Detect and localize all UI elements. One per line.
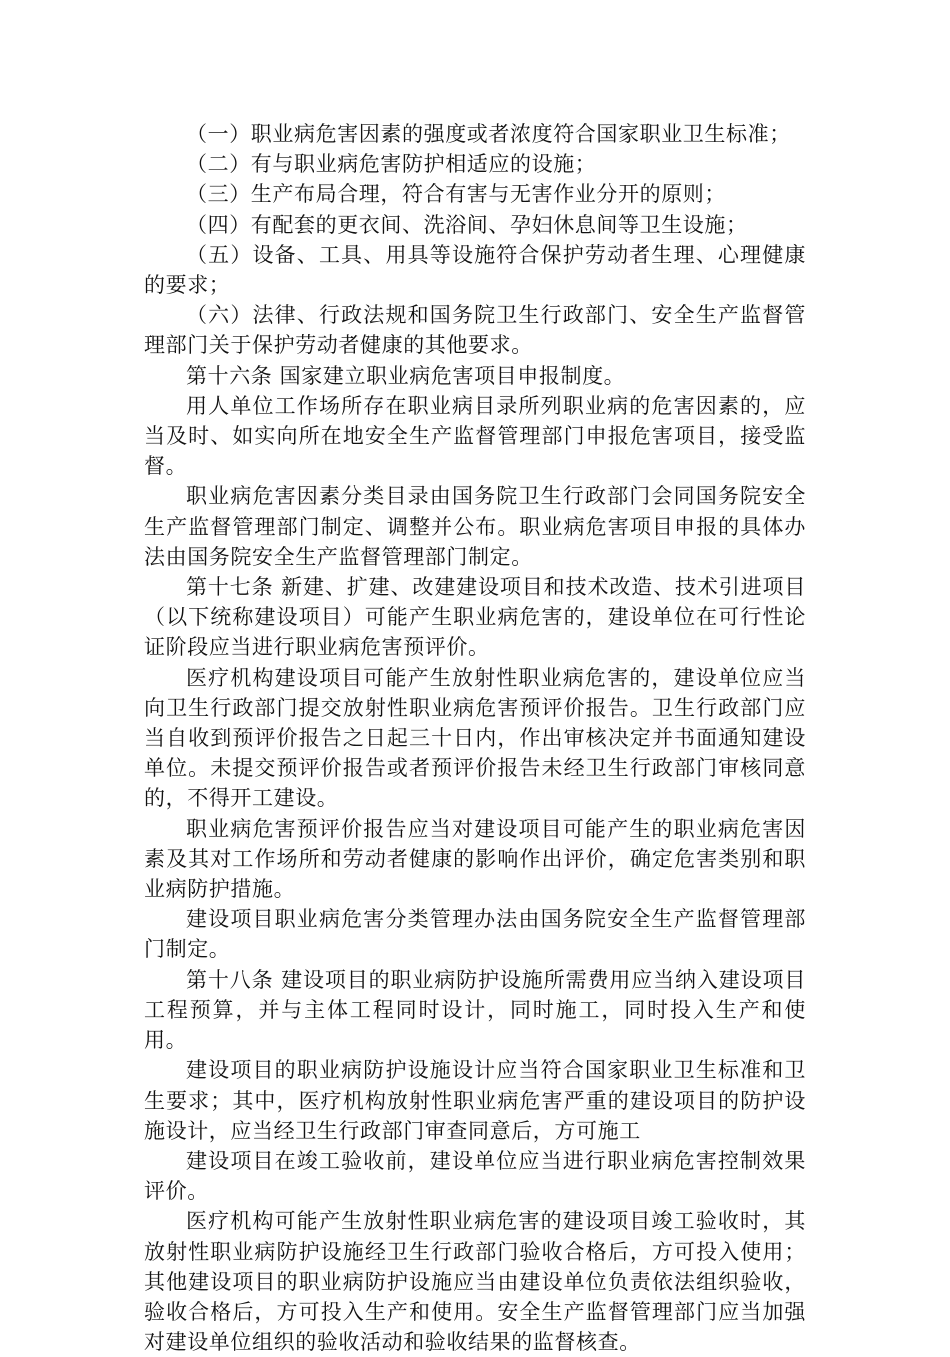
article-18-paragraph-2: 建设项目在竣工验收前，建设单位应当进行职业病危害控制效果评价。 <box>144 1148 806 1204</box>
article-17-paragraph-3: 建设项目职业病危害分类管理办法由国务院安全生产监督管理部门制定。 <box>144 907 806 962</box>
clause-3-item: （三）生产布局合理，符合有害与无害作业分开的原则； <box>186 182 726 207</box>
clause-6-item: （六）法律、行政法规和国务院卫生行政部门、安全生产监督管理部门关于保护劳动者健康的其他要求。 <box>144 303 806 358</box>
clause-2-item: （二）有与职业病危害防护相适应的设施； <box>186 152 597 177</box>
article-18-paragraph-1: 建设项目的职业病防护设施设计应当符合国家职业卫生标准和卫生要求；其中，医疗机构放射性职业病危害严重的建设项目的防护设施设计，应当经卫生行政部门审查同意后，方可施工 <box>144 1058 806 1143</box>
article-17-heading: 第十七条 新建、扩建、改建建设项目和技术改造、技术引进项目（以下统称建设项目）可能产生职业病危害的，建设单位在可行性论证阶段应当进行职业病危害预评价。 <box>144 575 806 660</box>
article-16-paragraph-2: 职业病危害因素分类目录由国务院卫生行政部门会同国务院安全生产监督管理部门制定、调整并公布。职业病危害项目申报的具体办法由国务院安全生产监督管理部门制定。 <box>144 484 806 569</box>
document-body <box>144 119 806 1357</box>
article-18-heading: 第十八条 建设项目的职业病防护设施所需费用应当纳入建设项目工程预算，并与主体工程同时设计，同时施工，同时投入生产和使用。 <box>144 967 806 1053</box>
article-16-heading: 第十六条 国家建立职业病危害项目申报制度。 <box>186 363 626 388</box>
article-16-paragraph-1: 用人单位工作场所存在职业病目录所列职业病的危害因素的，应当及时、如实向所在地安全生产监督管理部门申报危害项目，接受监督。 <box>144 393 806 479</box>
clause-4-item: （四）有配套的更衣间、洗浴间、孕妇休息间等卫生设施； <box>186 212 748 237</box>
clause-1-item: （一）职业病危害因素的强度或者浓度符合国家职业卫生标准； <box>186 122 791 146</box>
article-17-paragraph-1: 医疗机构建设项目可能产生放射性职业病危害的，建设单位应当向卫生行政部门提交放射性职业病危害预评价报告。卫生行政部门应当自收到预评价报告之日起三十日内，作出审核决定并书面通知建设单位。未提交预评价报告或者预评价报告未经卫生行政部门审核同意的，不得开工建设。 <box>144 665 806 811</box>
article-17-paragraph-2: 职业病危害预评价报告应当对建设项目可能产生的职业病危害因素及其对工作场所和劳动者健康的影响作出评价，确定危害类别和职业病防护措施。 <box>144 816 806 902</box>
clause-5-item: （五）设备、工具、用具等设施符合保护劳动者生理、心理健康的要求； <box>144 242 806 298</box>
article-18-paragraph-3: 医疗机构可能产生放射性职业病危害的建设项目竣工验收时，其放射性职业病防护设施经卫生行政部门验收合格后，方可投入使用；其他建设项目的职业病防护设施应当由建设单位负责依法组织验收，验收合格后，方可投入生产和使用。安全生产监督管理部门应当加强对建设单位组织的验收活动和验收结果的监督核查。 <box>144 1209 806 1355</box>
